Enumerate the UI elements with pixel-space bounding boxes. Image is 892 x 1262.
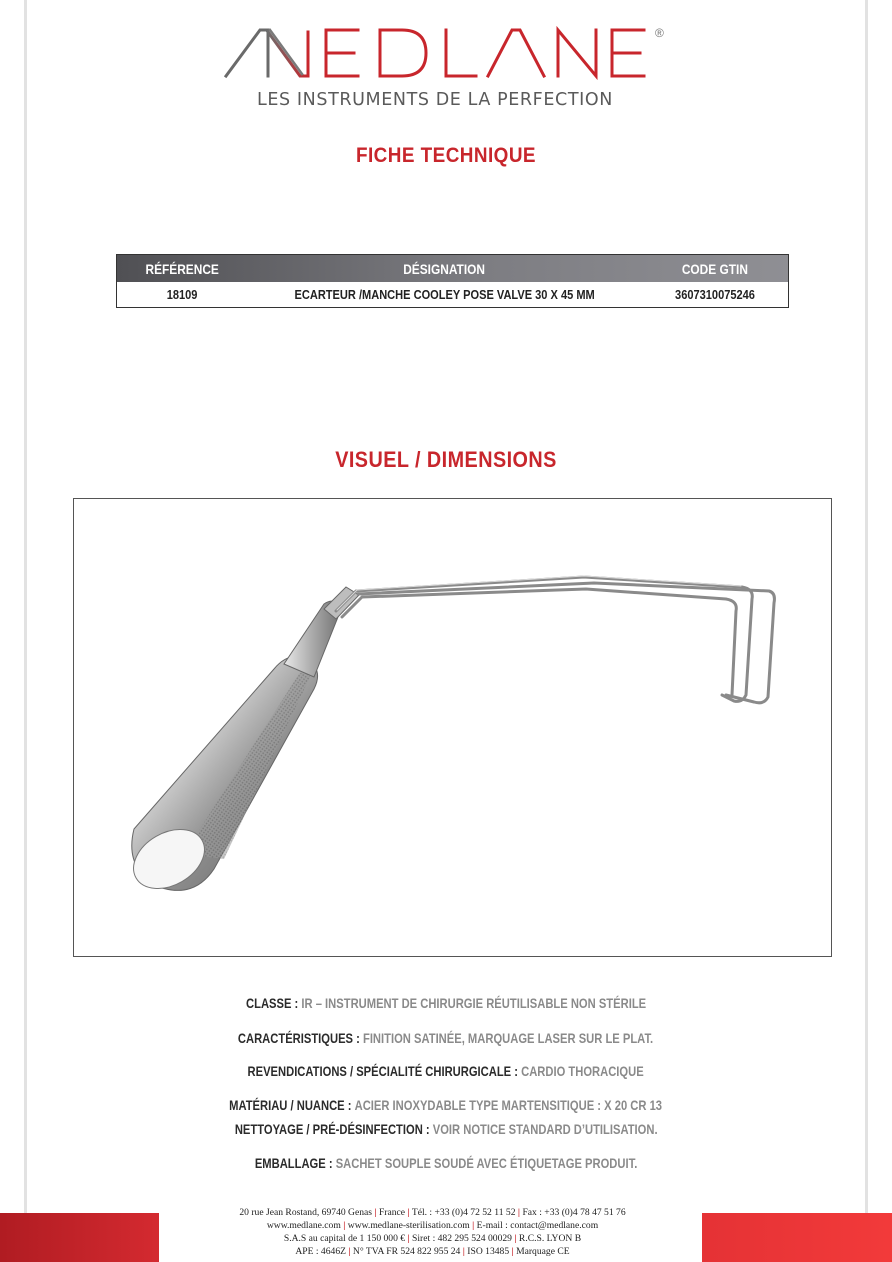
cell-reference: 18109	[166, 287, 198, 302]
spec-label: CARACTÉRISTIQUES :	[238, 1030, 361, 1046]
registered-mark: ®	[655, 26, 664, 40]
visuel-dimensions-title: VISUEL / DIMENSIONS	[335, 447, 557, 472]
spec-caracteristiques	[0, 1030, 892, 1046]
footer-web-line: www.medlane.com | www.medlane-sterilisation.com | E-mail : contact@medlane.com	[266, 1220, 599, 1231]
table-header-row	[117, 255, 788, 282]
header-designation: DÉSIGNATION	[403, 260, 486, 277]
cell-gtin: 3607310075246	[674, 287, 755, 302]
medlane-logo	[222, 24, 672, 84]
spec-value: VOIR NOTICE STANDARD D’UTILISATION.	[432, 1121, 658, 1137]
spec-label: NETTOYAGE / PRÉ-DÉSINFECTION :	[234, 1121, 430, 1137]
footer-red-bar-left	[0, 1213, 159, 1262]
cell-designation: ECARTEUR /MANCHE COOLEY POSE VALVE 30 X 45 MM	[294, 287, 595, 302]
footer-registration-line: APE : 4646Z | N° TVA FR 524 822 955 24 | ISO 13485 | Marquage CE	[295, 1246, 570, 1257]
spec-nettoyage	[0, 1121, 892, 1137]
spec-label: REVENDICATIONS / SPÉCIALITÉ CHIRURGICALE :	[247, 1063, 519, 1079]
spec-label: MATÉRIAU / NUANCE :	[229, 1097, 352, 1113]
spec-value: IR – INSTRUMENT DE CHIRURGIE RÉUTILISABLE NON STÉRILE	[301, 995, 647, 1011]
company-footer	[170, 1206, 695, 1258]
product-image-frame	[73, 498, 832, 957]
product-table	[116, 254, 789, 308]
spec-label: CLASSE :	[245, 995, 299, 1011]
retractor-instrument-image	[74, 499, 831, 956]
website-link[interactable]: www.medlane.com	[266, 1220, 341, 1231]
email-link[interactable]: E-mail : contact@medlane.com	[476, 1220, 599, 1231]
spec-label: EMBALLAGE :	[254, 1155, 333, 1171]
spec-emballage	[0, 1155, 892, 1171]
footer-address-line: 20 rue Jean Rostand, 69740 Genas | France | Tél. : +33 (0)4 72 52 11 52 | Fax : +33 (0)4 78 47 51 76	[239, 1207, 626, 1218]
spec-value: CARDIO THORACIQUE	[521, 1063, 645, 1079]
footer-legal-line: S.A.S au capital de 1 150 000 € | Siret : 482 295 524 00029 | R.C.S. LYON B	[283, 1233, 582, 1244]
spec-revendications	[0, 1063, 892, 1079]
fiche-technique-title: FICHE TECHNIQUE	[355, 144, 536, 167]
spec-value: ACIER INOXYDABLE TYPE MARTENSITIQUE : X 20 CR 13	[355, 1097, 663, 1113]
footer-red-bar-right	[702, 1213, 892, 1262]
brand-tagline: LES INSTRUMENTS DE LA PERFECTION	[257, 90, 613, 110]
sterilisation-website-link[interactable]: www.medlane-sterilisation.com	[347, 1220, 470, 1231]
spec-value: FINITION SATINÉE, MARQUAGE LASER SUR LE PLAT.	[363, 1030, 654, 1046]
spec-value: SACHET SOUPLE SOUDÉ AVEC ÉTIQUETAGE PRODUIT.	[335, 1155, 638, 1171]
spec-materiau	[0, 1097, 892, 1113]
table-row	[117, 282, 788, 307]
spec-classe	[0, 995, 892, 1011]
header-reference: RÉFÉRENCE	[145, 260, 219, 277]
header-gtin: CODE GTIN	[681, 260, 748, 277]
